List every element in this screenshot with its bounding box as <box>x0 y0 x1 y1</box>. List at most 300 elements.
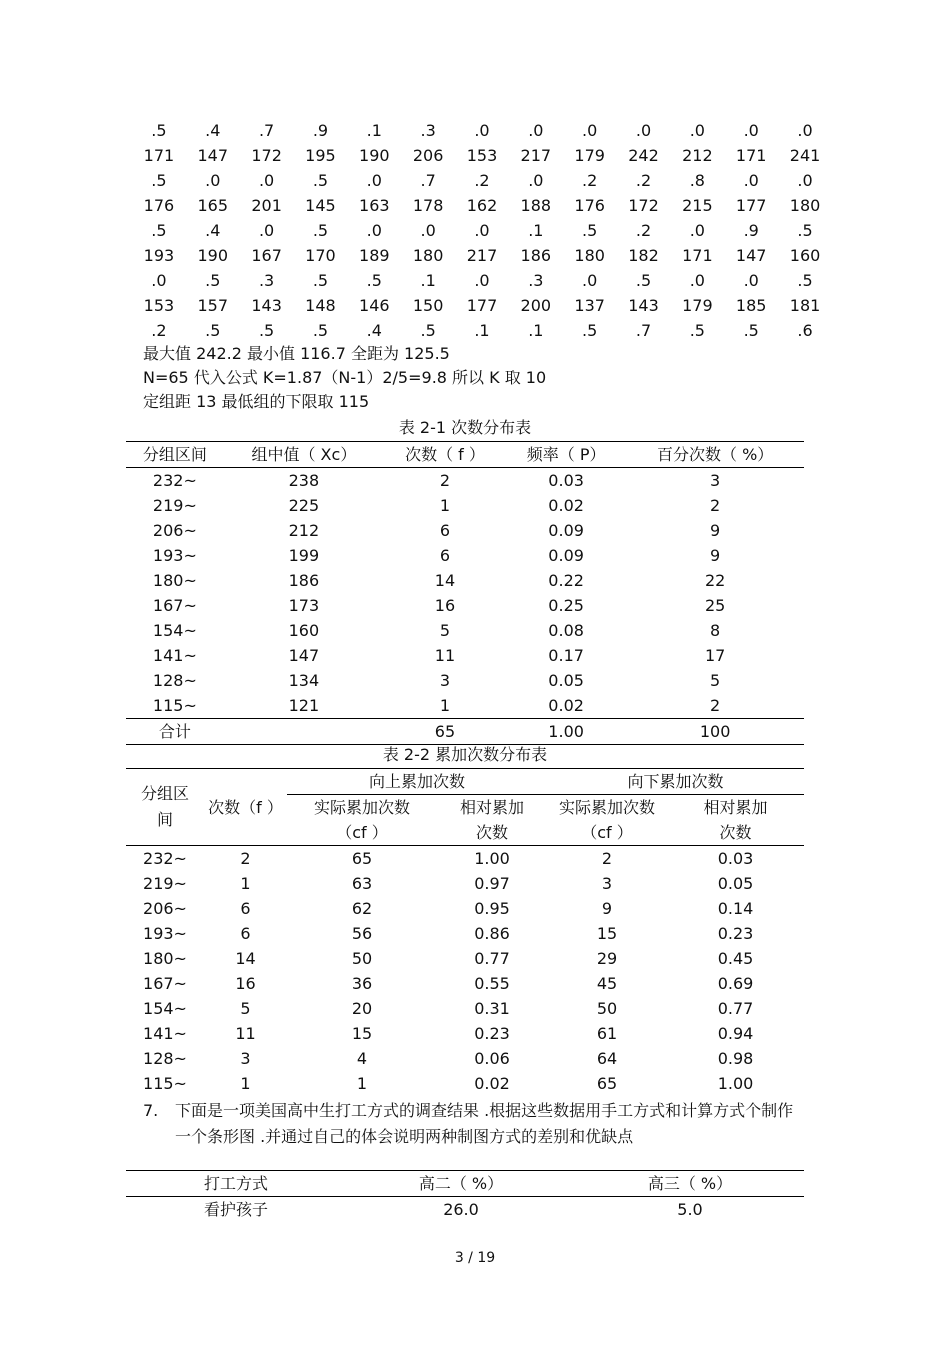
table-cell: 134 <box>288 671 320 690</box>
raw-data-value: .5 <box>312 271 329 290</box>
table-cell: 50 <box>596 999 618 1018</box>
table-cell: 0.69 <box>717 974 754 993</box>
raw-data-row <box>132 318 832 343</box>
t2-header-down-actual: 实际累加次数 <box>558 798 655 817</box>
question-number: 7. <box>143 1101 159 1120</box>
raw-data-value: .4 <box>205 121 221 140</box>
table-cell: 0.06 <box>474 1049 510 1068</box>
raw-data-value: .7 <box>420 171 436 190</box>
table-cell: 2 <box>710 496 721 515</box>
table-cell: 141~ <box>152 646 197 665</box>
table-cell: 65 <box>596 1074 618 1093</box>
raw-data-value: .5 <box>797 271 813 290</box>
table-cell: 180~ <box>152 571 197 590</box>
table-cell: 0.02 <box>548 496 584 515</box>
raw-data-value: .0 <box>582 121 598 140</box>
raw-data-value: 193 <box>143 246 175 265</box>
table-cell: 0.02 <box>474 1074 510 1093</box>
raw-data-value: 215 <box>682 196 713 215</box>
raw-data-value: 212 <box>682 146 713 165</box>
raw-data-value: 147 <box>735 246 767 265</box>
raw-data-value: 172 <box>251 146 282 165</box>
raw-data-row <box>132 193 832 218</box>
t2-header-up-relative: 相对累加 <box>459 798 524 817</box>
raw-data-grid <box>132 118 832 343</box>
raw-data-row <box>132 218 832 243</box>
table-cell: 2 <box>601 849 613 868</box>
table-cell: 0.22 <box>548 571 584 590</box>
table-cell: 232~ <box>143 849 187 868</box>
t1-total-row <box>126 719 804 745</box>
table-cell: 0.25 <box>548 596 584 615</box>
raw-data-value: .5 <box>689 321 705 340</box>
t2-header-downward: 向下累加次数 <box>547 769 804 795</box>
raw-data-row <box>132 118 832 143</box>
cumulative-frequency-table <box>126 768 804 1096</box>
table-cell: 14 <box>434 571 456 590</box>
table-cell: 16 <box>434 596 456 615</box>
raw-data-value: 167 <box>251 246 282 265</box>
table-cell: 5 <box>240 999 251 1018</box>
table-cell: 64 <box>596 1049 618 1068</box>
table-cell: 0.45 <box>717 949 754 968</box>
raw-data-value: .0 <box>258 221 275 240</box>
t1-header: 频率（ P） <box>506 442 626 468</box>
raw-data-value: 189 <box>359 246 390 265</box>
table-cell: 0.31 <box>474 999 510 1018</box>
raw-data-value: .2 <box>151 321 167 340</box>
table-cell: 1.00 <box>717 1074 754 1093</box>
table-cell: 1 <box>240 1074 251 1093</box>
raw-data-value: .5 <box>582 321 598 340</box>
raw-data-value: 162 <box>466 196 498 215</box>
table-cell: 167~ <box>143 974 187 993</box>
table-row <box>126 593 804 618</box>
raw-data-value: .9 <box>312 121 329 140</box>
table-cell: 0.86 <box>474 924 510 943</box>
table-cell: 0.55 <box>474 974 510 993</box>
table-cell: 2 <box>710 696 721 715</box>
raw-data-value: 143 <box>628 296 659 315</box>
table-row <box>126 668 804 693</box>
raw-data-value: .0 <box>528 171 544 190</box>
table-cell: 25 <box>704 596 726 615</box>
table-row <box>126 1071 804 1096</box>
table-row <box>126 468 804 494</box>
raw-data-value: .0 <box>474 121 490 140</box>
raw-data-value: .0 <box>151 271 167 290</box>
raw-data-value: .0 <box>366 171 382 190</box>
table-cell: 20 <box>351 999 373 1018</box>
table-cell: 167~ <box>152 596 197 615</box>
raw-data-value: .1 <box>366 121 382 140</box>
table-cell: 4 <box>356 1049 368 1068</box>
table-cell: 6 <box>240 899 251 918</box>
raw-data-value: 171 <box>735 146 767 165</box>
raw-data-value: .3 <box>258 271 275 290</box>
t1-total-cell: 65 <box>384 719 506 745</box>
raw-data-row <box>132 293 832 318</box>
table-cell: 15 <box>351 1024 373 1043</box>
raw-data-value: 242 <box>628 146 659 165</box>
raw-data-value: .1 <box>528 321 544 340</box>
raw-data-value: .6 <box>797 321 813 340</box>
raw-data-value: 137 <box>574 296 605 315</box>
raw-data-value: 185 <box>735 296 767 315</box>
raw-data-value: 177 <box>735 196 767 215</box>
question-7 <box>143 1098 803 1150</box>
table-cell: 14 <box>235 949 256 968</box>
table-cell: 0.97 <box>474 874 510 893</box>
table-cell: 26.0 <box>443 1200 479 1219</box>
table-cell: 9 <box>601 899 613 918</box>
table-cell: 6 <box>439 546 451 565</box>
table-cell: 5 <box>710 671 721 690</box>
raw-data-value: 148 <box>305 296 336 315</box>
table-row <box>126 846 804 872</box>
table-row <box>126 643 804 668</box>
table-cell: 193~ <box>143 924 187 943</box>
raw-data-value: 165 <box>197 196 229 215</box>
raw-data-value: .0 <box>689 121 705 140</box>
raw-data-value: .0 <box>689 221 705 240</box>
table-cell: 62 <box>351 899 373 918</box>
raw-data-value: .0 <box>743 271 759 290</box>
summary-k-formula: N=65 代入公式 K=1.87（N-1）2/5=9.8 所以 K 取 10 <box>143 368 547 387</box>
table-cell: 219~ <box>143 874 187 893</box>
t2-header-group-line1: 分组区 <box>140 784 189 803</box>
table-row <box>126 996 804 1021</box>
table-cell: 0.03 <box>548 471 584 490</box>
raw-data-value: .5 <box>151 121 167 140</box>
job-survey-table <box>126 1170 804 1222</box>
t2-header-down-relative-unit: 次数 <box>667 820 804 846</box>
raw-data-value: 176 <box>143 196 175 215</box>
table-cell: 9 <box>710 546 721 565</box>
t2-header-down-actual-unit: （cf ） <box>547 820 667 846</box>
table-cell: 56 <box>351 924 373 943</box>
table-cell: 61 <box>596 1024 618 1043</box>
table-cell: 11 <box>235 1024 256 1043</box>
table-cell: 5 <box>439 621 451 640</box>
table-cell: 6 <box>439 521 451 540</box>
raw-data-value: .5 <box>582 221 598 240</box>
raw-data-value: 181 <box>789 296 821 315</box>
raw-data-value: .4 <box>205 221 221 240</box>
t2-header-down-relative: 相对累加 <box>703 798 768 817</box>
raw-data-value: .5 <box>151 171 167 190</box>
table-cell: 212 <box>288 521 320 540</box>
raw-data-value: .9 <box>743 221 759 240</box>
table-cell: 225 <box>288 496 320 515</box>
table-row <box>126 493 804 518</box>
raw-data-value: .2 <box>582 171 598 190</box>
t1-total-cell <box>224 719 384 745</box>
raw-data-value: .0 <box>366 221 382 240</box>
raw-data-value: .0 <box>797 121 813 140</box>
raw-data-value: .0 <box>797 171 813 190</box>
table-cell: 0.95 <box>474 899 510 918</box>
raw-data-value: .5 <box>151 221 167 240</box>
table-cell: 0.05 <box>717 874 754 893</box>
table-cell: 0.94 <box>717 1024 754 1043</box>
table-cell: 180~ <box>143 949 187 968</box>
raw-data-value: 190 <box>197 246 229 265</box>
t1-total-label: 合计 <box>126 719 224 745</box>
table-row <box>126 1046 804 1071</box>
table-cell: 0.23 <box>717 924 754 943</box>
table-cell: 1.00 <box>474 849 510 868</box>
raw-data-value: 171 <box>143 146 175 165</box>
raw-data-value: .0 <box>474 271 490 290</box>
t2-header-upward: 向上累加次数 <box>287 769 547 795</box>
raw-data-value: 179 <box>682 296 713 315</box>
table-cell: 160 <box>288 621 320 640</box>
table-row <box>126 618 804 643</box>
raw-data-value: .0 <box>258 171 275 190</box>
table-cell: 193~ <box>152 546 197 565</box>
raw-data-value: .0 <box>474 221 490 240</box>
raw-data-value: 200 <box>520 296 552 315</box>
raw-data-value: .0 <box>635 121 652 140</box>
raw-data-value: .2 <box>635 171 652 190</box>
table-cell: 0.77 <box>474 949 510 968</box>
raw-data-value: 217 <box>520 146 552 165</box>
table-row <box>126 896 804 921</box>
table-row <box>126 568 804 593</box>
t1-total-cell: 100 <box>626 719 804 745</box>
raw-data-value: .5 <box>743 321 759 340</box>
raw-data-value: .5 <box>312 321 329 340</box>
raw-data-value: .5 <box>312 171 329 190</box>
table-cell: 5.0 <box>677 1200 703 1219</box>
t2-header-up-relative-unit: 次数 <box>437 820 547 846</box>
raw-data-value: .0 <box>689 271 705 290</box>
table1-caption: 表 2-1 次数分布表 <box>398 418 532 437</box>
raw-data-value: .0 <box>205 171 221 190</box>
table-cell: 154~ <box>152 621 197 640</box>
raw-data-value: 177 <box>466 296 498 315</box>
raw-data-value: .1 <box>474 321 490 340</box>
t1-header: 百分次数（ %） <box>626 442 804 468</box>
table-cell: 219~ <box>152 496 197 515</box>
table-cell: 3 <box>439 671 451 690</box>
table-cell: 17 <box>704 646 726 665</box>
raw-data-value: 176 <box>574 196 605 215</box>
raw-data-value: 186 <box>520 246 552 265</box>
raw-data-value: 190 <box>359 146 390 165</box>
raw-data-value: 206 <box>412 146 444 165</box>
table-cell: 232~ <box>152 471 197 490</box>
raw-data-value: 143 <box>251 296 282 315</box>
raw-data-value: .0 <box>528 121 544 140</box>
raw-data-value: .1 <box>528 221 544 240</box>
raw-data-value: 180 <box>574 246 605 265</box>
raw-data-value: 146 <box>359 296 390 315</box>
raw-data-value: .0 <box>743 121 759 140</box>
t2-header-up-actual-unit: （cf ） <box>287 820 437 846</box>
table-cell: 50 <box>351 949 373 968</box>
summary-interval: 定组距 13 最低组的下限取 115 <box>143 392 370 411</box>
table-cell: 6 <box>240 924 251 943</box>
t1-header: 分组区间 <box>126 442 224 468</box>
raw-data-value: .7 <box>258 121 275 140</box>
raw-data-value: 217 <box>466 246 498 265</box>
table-row <box>126 871 804 896</box>
table-cell: 115~ <box>143 1074 187 1093</box>
table-cell: 0.08 <box>548 621 584 640</box>
t2-header-group <box>126 769 204 846</box>
table-cell: 看护孩子 <box>203 1200 268 1219</box>
table-cell: 128~ <box>152 671 197 690</box>
t3-header: 高二（ %） <box>346 1171 576 1197</box>
raw-data-value: 153 <box>466 146 498 165</box>
frequency-distribution-table <box>126 441 804 745</box>
raw-data-value: 201 <box>251 196 282 215</box>
t2-header-freq: 次数（f ） <box>204 769 287 846</box>
raw-data-value: 160 <box>789 246 821 265</box>
table-cell: 154~ <box>143 999 187 1018</box>
raw-data-value: .0 <box>582 271 598 290</box>
raw-data-value: 195 <box>305 146 336 165</box>
t2-header-up-actual: 实际累加次数 <box>313 798 410 817</box>
table-cell: 16 <box>235 974 256 993</box>
raw-data-value: 172 <box>628 196 659 215</box>
raw-data-value: .7 <box>635 321 652 340</box>
table-cell: 0.02 <box>548 696 584 715</box>
raw-data-value: .5 <box>797 221 813 240</box>
raw-data-value: 180 <box>412 246 444 265</box>
table-cell: 0.09 <box>548 521 584 540</box>
raw-data-value: .5 <box>635 271 652 290</box>
table-cell: 3 <box>710 471 721 490</box>
table-cell: 2 <box>240 849 251 868</box>
table-cell: 141~ <box>143 1024 187 1043</box>
raw-data-value: .0 <box>743 171 759 190</box>
t3-header: 高三（ %） <box>576 1171 804 1197</box>
t1-header: 组中值（ Xc） <box>224 442 384 468</box>
table-cell: 121 <box>288 696 320 715</box>
table-cell: 0.98 <box>717 1049 754 1068</box>
question-text: 下面是一项美国高中生打工方式的调查结果 .根据这些数据用手工方式和计算方式个制作一个条形图 .并通过自己的体会说明两种制图方式的差别和优缺点 <box>175 1101 794 1146</box>
raw-data-value: 150 <box>412 296 444 315</box>
raw-data-value: 171 <box>682 246 713 265</box>
table-row <box>126 971 804 996</box>
raw-data-value: 170 <box>305 246 336 265</box>
raw-data-value: .5 <box>312 221 329 240</box>
table-cell: 238 <box>288 471 320 490</box>
table-row <box>126 1021 804 1046</box>
table-cell: 0.05 <box>548 671 584 690</box>
table-cell: 186 <box>288 571 320 590</box>
raw-data-row <box>132 168 832 193</box>
raw-data-row <box>132 143 832 168</box>
table2-caption: 表 2-2 累加次数分布表 <box>382 745 548 764</box>
t3-header: 打工方式 <box>126 1171 346 1197</box>
table-cell: 199 <box>288 546 320 565</box>
table-row <box>126 543 804 568</box>
raw-data-value: 182 <box>628 246 659 265</box>
raw-data-row <box>132 243 832 268</box>
table-cell: 0.14 <box>717 899 754 918</box>
raw-data-value: .2 <box>474 171 490 190</box>
table-cell: 3 <box>601 874 613 893</box>
raw-data-row <box>132 268 832 293</box>
raw-data-value: .2 <box>635 221 652 240</box>
t1-total-cell: 1.00 <box>506 719 626 745</box>
raw-data-value: 188 <box>520 196 552 215</box>
raw-data-value: 157 <box>197 296 229 315</box>
table-cell: 1 <box>356 1074 368 1093</box>
raw-data-value: 241 <box>789 146 821 165</box>
raw-data-value: .0 <box>420 221 436 240</box>
raw-data-value: 145 <box>305 196 336 215</box>
t2-header-group-line2: 间 <box>156 810 173 829</box>
table-cell: 0.09 <box>548 546 584 565</box>
table-cell: 0.23 <box>474 1024 510 1043</box>
table-cell: 3 <box>240 1049 251 1068</box>
raw-data-value: .1 <box>420 271 436 290</box>
raw-data-value: .5 <box>205 271 221 290</box>
table-cell: 22 <box>704 571 726 590</box>
table-cell: 15 <box>596 924 618 943</box>
table-cell: 29 <box>596 949 618 968</box>
table-cell: 128~ <box>143 1049 187 1068</box>
table-row <box>126 946 804 971</box>
raw-data-value: .5 <box>420 321 436 340</box>
table-cell: 206~ <box>143 899 187 918</box>
table-cell: 173 <box>288 596 320 615</box>
raw-data-value: 179 <box>574 146 605 165</box>
table-cell: 65 <box>351 849 373 868</box>
table-cell: 11 <box>434 646 456 665</box>
raw-data-value: 163 <box>359 196 390 215</box>
raw-data-value: .4 <box>366 321 382 340</box>
table-cell: 1 <box>439 496 451 515</box>
raw-data-value: 178 <box>412 196 444 215</box>
table-row <box>126 693 804 719</box>
raw-data-value: .3 <box>528 271 544 290</box>
table-cell: 0.77 <box>717 999 754 1018</box>
table-row <box>126 921 804 946</box>
raw-data-value: .5 <box>366 271 382 290</box>
table-cell: 115~ <box>152 696 197 715</box>
table-cell: 1 <box>240 874 251 893</box>
raw-data-value: .5 <box>205 321 221 340</box>
table-cell: 45 <box>596 974 618 993</box>
table-cell: 0.03 <box>717 849 754 868</box>
page-number: 3 / 19 <box>454 1250 496 1266</box>
table-row <box>126 1197 804 1223</box>
raw-data-value: 147 <box>197 146 229 165</box>
table-row <box>126 518 804 543</box>
table-cell: 0.17 <box>548 646 584 665</box>
raw-data-value: 153 <box>143 296 175 315</box>
table-cell: 63 <box>351 874 373 893</box>
table-cell: 9 <box>710 521 721 540</box>
table-cell: 147 <box>288 646 320 665</box>
raw-data-value: .5 <box>258 321 275 340</box>
raw-data-value: .3 <box>420 121 436 140</box>
table-cell: 8 <box>710 621 721 640</box>
table-cell: 2 <box>439 471 451 490</box>
table-cell: 1 <box>439 696 451 715</box>
raw-data-value: 180 <box>789 196 821 215</box>
t1-header: 次数（ f ） <box>384 442 506 468</box>
raw-data-value: .8 <box>689 171 705 190</box>
table-cell: 206~ <box>152 521 197 540</box>
table-cell: 36 <box>351 974 373 993</box>
